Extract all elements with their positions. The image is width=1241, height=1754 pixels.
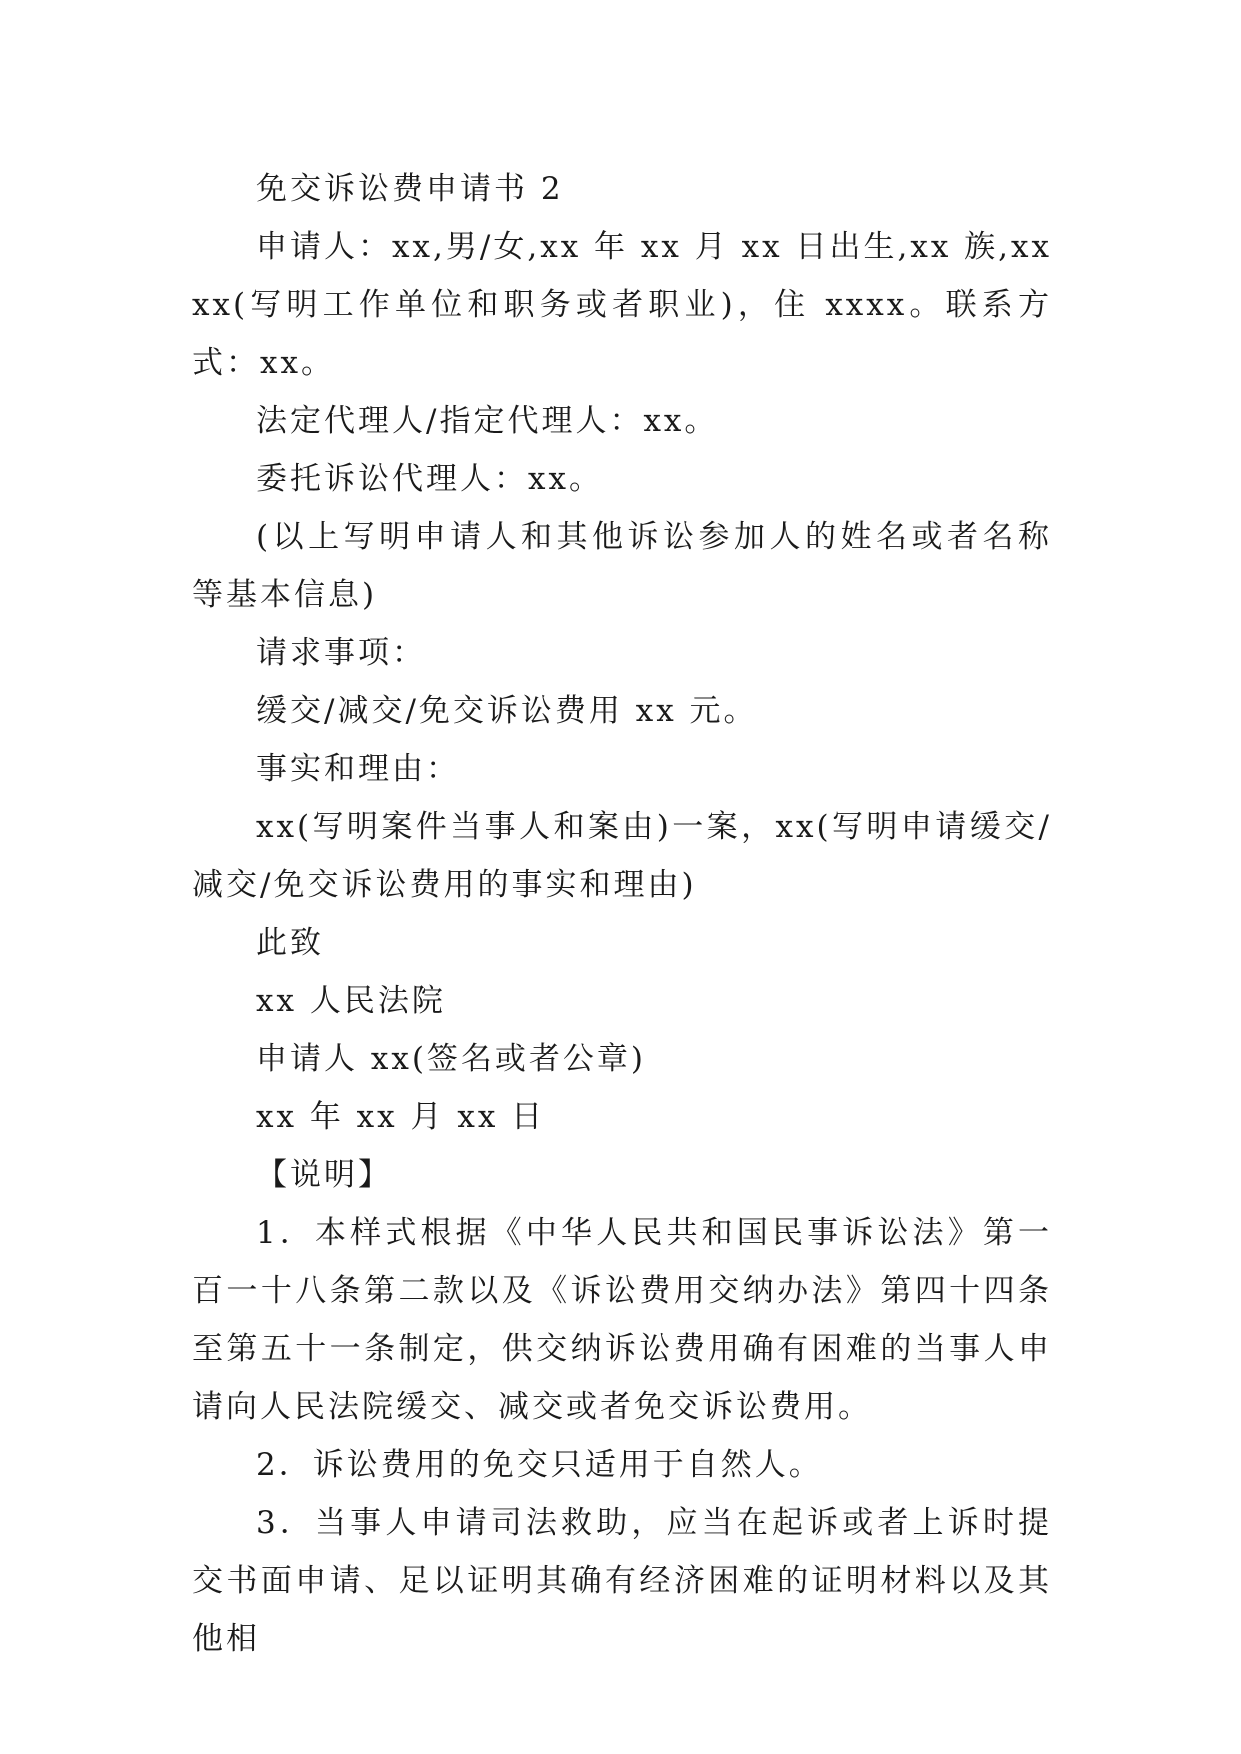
claims-text: 缓交/减交/免交诉讼费用 xx 元。 — [256, 693, 758, 729]
document-body — [192, 160, 1052, 1668]
signature-line: 申请人 xx(签名或者公章) — [256, 1041, 647, 1077]
closing-salutation: 此致 — [256, 925, 324, 961]
note-1: 1．本样式根据《中华人民共和国民事诉讼法》第一百一十八条第二款以及《诉讼费用交纳办法》第四十四条至第五十一条制定，供交纳诉讼费用确有困难的当事人申请向人民法院缓交、减交或者免交诉讼费用。 — [192, 1215, 1052, 1425]
participants-note: (以上写明申请人和其他诉讼参加人的姓名或者名称等基本信息) — [192, 519, 1052, 613]
note-2: 2．诉讼费用的免交只适用于自然人。 — [256, 1447, 823, 1483]
entrusted-agent: 委托诉讼代理人：xx。 — [256, 461, 603, 497]
claims-heading: 请求事项： — [256, 635, 426, 671]
court-name: xx 人民法院 — [256, 983, 446, 1019]
date-line: xx 年 xx 月 xx 日 — [256, 1099, 546, 1135]
note-3: 3．当事人申请司法救助，应当在起诉或者上诉时提交书面申请、足以证明其确有经济困难的证明材料以及其他相 — [192, 1505, 1052, 1657]
document-title: 免交诉讼费申请书 2 — [256, 171, 564, 207]
applicant-info: 申请人：xx,男/女,xx 年 xx 月 xx 日出生,xx 族,xxxx(写明工作单位和职务或者职业)，住 xxxx。联系方式：xx。 — [192, 229, 1052, 381]
notes-heading: 【说明】 — [256, 1157, 392, 1193]
facts-heading: 事实和理由： — [256, 751, 460, 787]
facts-text: xx(写明案件当事人和案由)一案，xx(写明申请缓交/减交/免交诉讼费用的事实和理由) — [192, 809, 1052, 903]
legal-agent: 法定代理人/指定代理人：xx。 — [256, 403, 719, 439]
